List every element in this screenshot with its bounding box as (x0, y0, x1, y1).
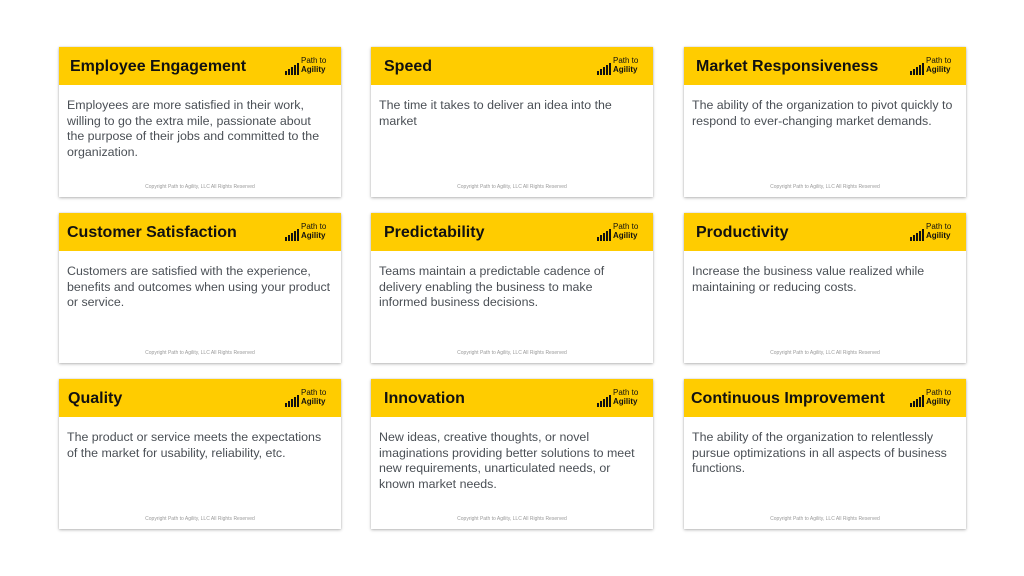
card-header (59, 379, 341, 417)
path-to-agility-logo (285, 222, 331, 242)
bar-chart-icon (285, 63, 299, 75)
card-title: Continuous Improvement (691, 390, 885, 407)
bar-chart-icon (910, 229, 924, 241)
card-header (371, 47, 653, 85)
logo-line-2: Agility (301, 231, 326, 240)
bar-chart-icon (597, 395, 611, 407)
bar-chart-icon (910, 395, 924, 407)
logo-line-1: Path to (301, 222, 327, 231)
card-description: The time it takes to deliver an idea into the market (379, 98, 612, 128)
path-to-agility-logo (910, 388, 956, 408)
card-description: Employees are more satisfied in their work, willing to go the extra mile, passionate about the purpose of their jobs and committed to the organization. (67, 98, 320, 159)
path-to-agility-logo (285, 56, 331, 76)
copyright-text: Copyright Path to Agility, LLC All Rights Reserved (770, 350, 880, 356)
bar-chart-icon (597, 229, 611, 241)
logo-line-2: Agility (926, 65, 951, 74)
logo-line-2: Agility (613, 65, 638, 74)
card-header (371, 213, 653, 251)
bar-chart-icon (597, 63, 611, 75)
card-title: Employee Engagement (70, 58, 247, 75)
path-to-agility-logo (597, 56, 643, 76)
card-innovation (371, 379, 653, 529)
card-description: The product or service meets the expectations of the market for usability, reliability, etc. (67, 430, 322, 460)
logo-line-2: Agility (301, 397, 326, 406)
card-description: Increase the business value realized while maintaining or reducing costs. (692, 264, 925, 294)
card-predictability (371, 213, 653, 363)
card-title: Quality (68, 390, 123, 407)
path-to-agility-logo (910, 222, 956, 242)
path-to-agility-logo (910, 56, 956, 76)
copyright-text: Copyright Path to Agility, LLC All Rights Reserved (770, 516, 880, 522)
card-header (684, 47, 966, 85)
card-header (684, 379, 966, 417)
card-description: New ideas, creative thoughts, or novel imaginations providing better solutions to meet new requirements, unarticulated needs, or known market needs. (379, 430, 635, 491)
logo-line-1: Path to (926, 388, 952, 397)
logo-line-1: Path to (926, 222, 952, 231)
card-market-responsiveness (684, 47, 966, 197)
logo-line-2: Agility (613, 231, 638, 240)
logo-line-2: Agility (926, 231, 951, 240)
card-title: Speed (384, 58, 433, 75)
logo-line-1: Path to (613, 56, 639, 65)
card-customer-satisfaction (59, 213, 341, 363)
bar-chart-icon (285, 395, 299, 407)
path-to-agility-logo (285, 388, 331, 408)
card-speed (371, 47, 653, 197)
card-header (59, 47, 341, 85)
logo-line-1: Path to (926, 56, 952, 65)
card-title: Predictability (384, 224, 485, 241)
card-continuous-improvement (684, 379, 966, 529)
bar-chart-icon (285, 229, 299, 241)
card-description: Customers are satisfied with the experience, benefits and outcomes when using your product or service. (67, 264, 331, 309)
copyright-text: Copyright Path to Agility, LLC All Rights Reserved (457, 516, 567, 522)
logo-line-1: Path to (301, 56, 327, 65)
card-description: Teams maintain a predictable cadence of delivery enabling the business to make informed business decisions. (379, 264, 605, 309)
card-title: Innovation (384, 390, 465, 407)
logo-line-2: Agility (301, 65, 326, 74)
card-description: The ability of the organization to pivot quickly to respond to ever-changing market demands. (692, 98, 953, 128)
card-title: Customer Satisfaction (67, 224, 237, 241)
copyright-text: Copyright Path to Agility, LLC All Rights Reserved (770, 184, 880, 190)
logo-line-2: Agility (613, 397, 638, 406)
logo-line-1: Path to (613, 388, 639, 397)
logo-line-2: Agility (926, 397, 951, 406)
copyright-text: Copyright Path to Agility, LLC All Rights Reserved (145, 184, 255, 190)
logo-line-1: Path to (301, 388, 327, 397)
copyright-text: Copyright Path to Agility, LLC All Rights Reserved (145, 350, 255, 356)
logo-line-1: Path to (613, 222, 639, 231)
card-productivity (684, 213, 966, 363)
copyright-text: Copyright Path to Agility, LLC All Rights Reserved (457, 184, 567, 190)
card-description: The ability of the organization to relentlessly pursue optimizations in all aspects of business functions. (692, 430, 947, 475)
copyright-text: Copyright Path to Agility, LLC All Rights Reserved (145, 516, 255, 522)
card-header (371, 379, 653, 417)
bar-chart-icon (910, 63, 924, 75)
path-to-agility-logo (597, 388, 643, 408)
card-header (59, 213, 341, 251)
card-title: Productivity (696, 224, 789, 241)
card-employee-engagement (59, 47, 341, 197)
card-title: Market Responsiveness (696, 58, 879, 75)
card-quality (59, 379, 341, 529)
copyright-text: Copyright Path to Agility, LLC All Rights Reserved (457, 350, 567, 356)
path-to-agility-logo (597, 222, 643, 242)
card-header (684, 213, 966, 251)
